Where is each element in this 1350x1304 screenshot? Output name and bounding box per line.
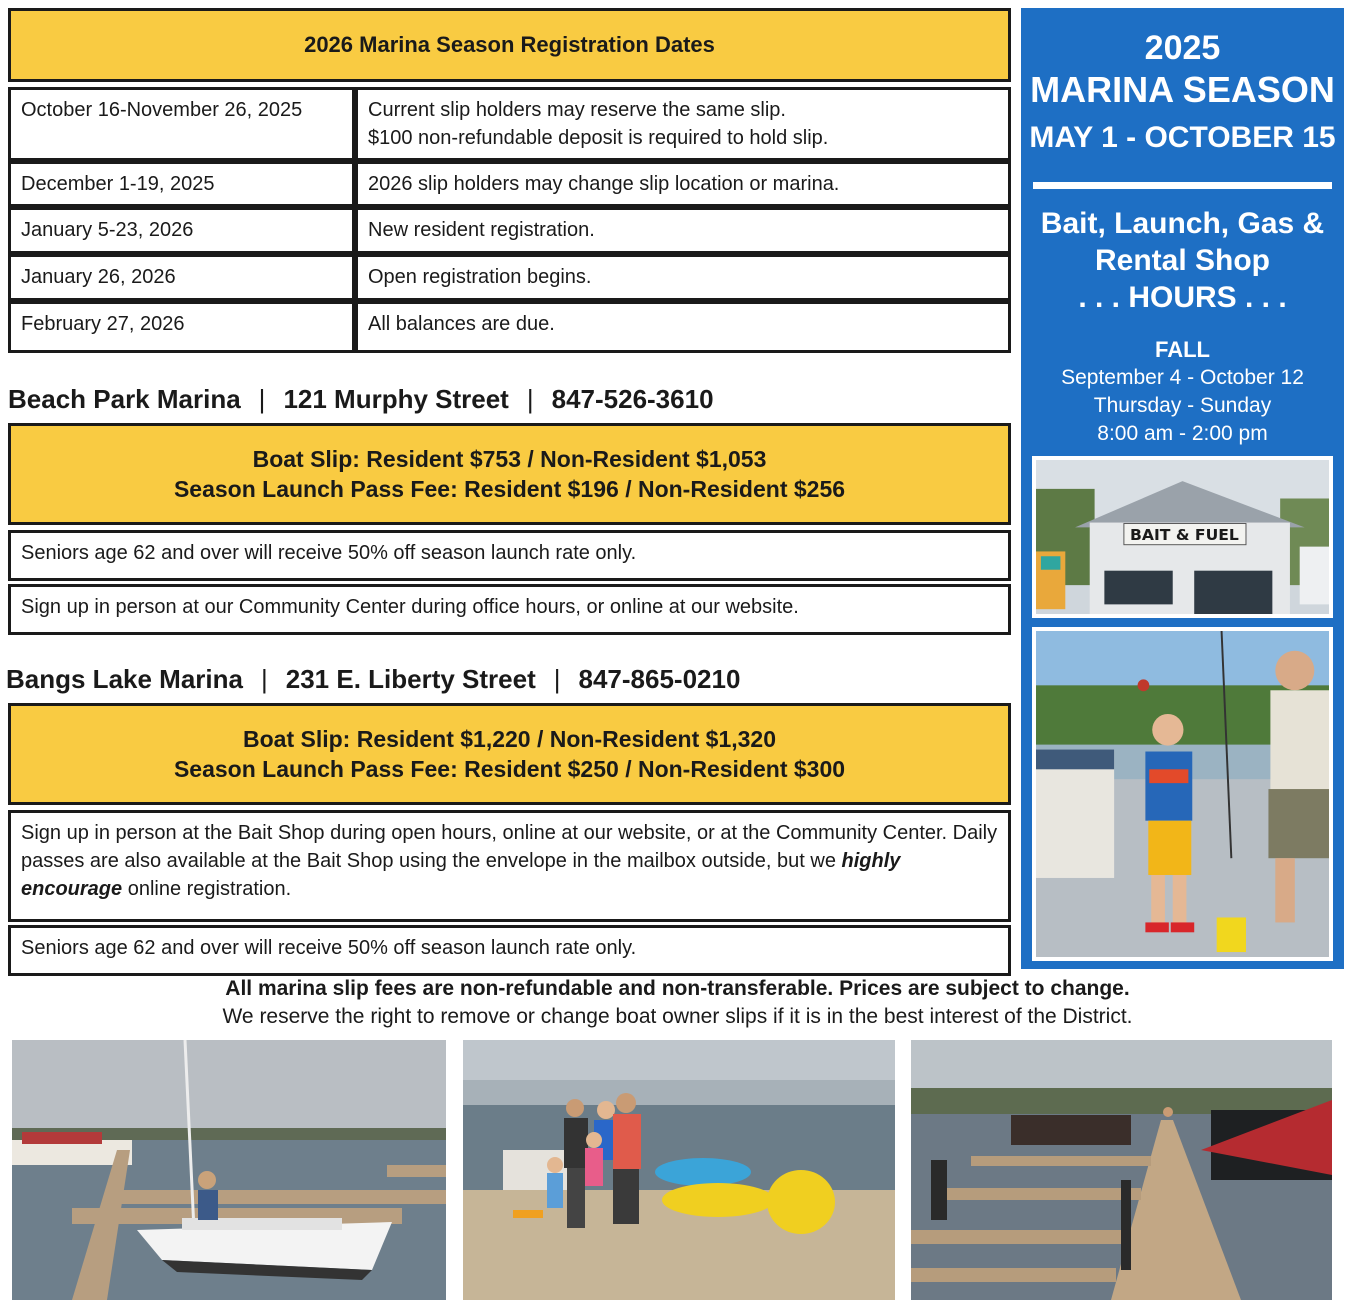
marina-name: Beach Park Marina: [8, 384, 241, 414]
divider: [1033, 182, 1332, 189]
description-line: All balances are due.: [368, 313, 555, 335]
table-row: [8, 301, 1011, 353]
registration-date: February 27, 2026: [8, 301, 355, 353]
marina-address: 121 Murphy Street: [283, 384, 509, 414]
beach-park-title: [8, 381, 1011, 417]
bangs-lake-seniors-note: Seniors age 62 and over will receive 50% off season launch rate only.: [8, 925, 1011, 976]
beach-park-fees: [8, 423, 1011, 525]
shop-heading-line: Rental Shop: [1094, 244, 1270, 277]
note-text: online registration.: [122, 878, 292, 900]
description-line: 2026 slip holders may change slip location or marina.: [368, 173, 840, 195]
bangs-lake-fees: [8, 703, 1011, 805]
fall-days: Thursday - Sunday: [1093, 394, 1272, 417]
registration-date: January 5-23, 2026: [8, 207, 355, 254]
fall-label: FALL: [1155, 337, 1210, 362]
season-title: MARINA SEASON: [1030, 69, 1335, 110]
table-row: [8, 161, 1011, 207]
separator: |: [553, 664, 561, 694]
bangs-lake-signup-note: [8, 810, 1011, 922]
marina-name: Bangs Lake Marina: [6, 664, 243, 694]
bangs-lake-title: [6, 661, 1011, 697]
registration-description: [355, 161, 1011, 207]
registration-description: [355, 207, 1011, 254]
fishing-photo: [1032, 627, 1333, 961]
kayaks-beach-photo: [463, 1040, 895, 1300]
description-line: $100 non-refundable deposit is required to hold slip.: [368, 127, 829, 149]
beach-park-seniors-note: Seniors age 62 and over will receive 50% off season launch rate only.: [8, 530, 1011, 581]
separator: |: [258, 384, 266, 414]
left-column: [8, 8, 1011, 976]
season-year: 2025: [1144, 29, 1221, 67]
table-row: [8, 254, 1011, 301]
boat-slip-fee: Boat Slip: Resident $1,220 / Non-Resident $1,320: [243, 726, 776, 752]
separator: |: [260, 664, 268, 694]
season-dates: MAY 1 - OCTOBER 15: [1029, 121, 1336, 154]
description-line: New resident registration.: [368, 219, 595, 241]
sailboat-dock-photo: [12, 1040, 446, 1300]
description-line: Open registration begins.: [368, 266, 592, 288]
registration-table: [8, 87, 1011, 353]
beach-park-signup-note: Sign up in person at our Community Center during office hours, or online at our website.: [8, 584, 1011, 635]
registration-description: [355, 301, 1011, 353]
marina-phone: 847-526-3610: [551, 384, 714, 414]
note-text: Sign up in person at the Bait Shop during open hours, online at our website, or at the Community Center. Daily passes are also available at the Bait Shop using the envelope in the mailbox outside, but we: [21, 822, 998, 872]
sign-text: BAIT & FUEL: [1130, 525, 1239, 544]
registration-date: October 16-November 26, 2025: [8, 87, 355, 161]
registration-description: [355, 87, 1011, 161]
footer-disclaimer: [0, 975, 1350, 1031]
fall-hours: 8:00 am - 2:00 pm: [1097, 422, 1268, 445]
shop-heading-line: Bait, Launch, Gas &: [1040, 207, 1325, 240]
description-line: Current slip holders may reserve the same slip.: [368, 99, 786, 121]
marina-address: 231 E. Liberty Street: [285, 664, 536, 694]
registration-date: January 26, 2026: [8, 254, 355, 301]
registration-date: December 1-19, 2025: [8, 161, 355, 207]
separator: |: [526, 384, 534, 414]
boardwalk-dock-photo: [911, 1040, 1332, 1300]
marina-phone: 847-865-0210: [578, 664, 741, 694]
footer-line-bold: All marina slip fees are non-refundable and non-transferable. Prices are subject to change.: [225, 977, 1130, 1000]
shop-heading-line: . . . HOURS . . .: [1078, 281, 1287, 314]
footer-line: We reserve the right to remove or change boat owner slips if it is in the best interest of the District.: [222, 1005, 1133, 1028]
launch-pass-fee: Season Launch Pass Fee: Resident $196 / Non-Resident $256: [173, 476, 846, 502]
launch-pass-fee: Season Launch Pass Fee: Resident $250 / Non-Resident $300: [173, 756, 846, 782]
registration-description: [355, 254, 1011, 301]
fall-dates: September 4 - October 12: [1061, 366, 1304, 389]
table-row: [8, 87, 1011, 161]
boat-slip-fee: Boat Slip: Resident $753 / Non-Resident $1,053: [252, 446, 767, 472]
bait-shop-photo: [1032, 456, 1333, 618]
note-emphasis: highly encourage: [21, 850, 901, 900]
table-row: [8, 207, 1011, 254]
registration-header: 2026 Marina Season Registration Dates: [8, 8, 1011, 82]
shop-heading: [1021, 205, 1344, 316]
